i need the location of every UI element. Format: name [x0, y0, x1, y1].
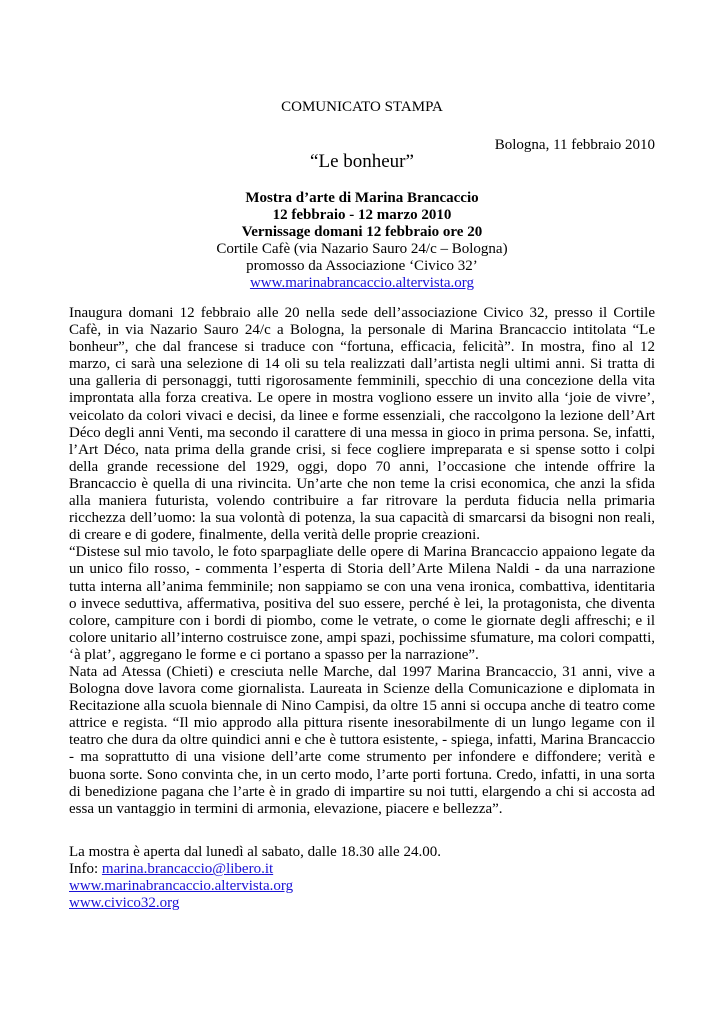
- date-line: Bologna, 11 febbraio 2010: [494, 137, 655, 153]
- contact-line: [69, 861, 655, 878]
- footer-info: [69, 844, 655, 912]
- exhibition-name: Mostra d’arte di Marina Brancaccio: [245, 190, 479, 206]
- vernissage-line: Vernissage domani 12 febbraio ore 20: [241, 224, 483, 240]
- opening-hours: La mostra è aperta dal lunedì al sabato, dalle 18.30 alle 24.00.: [69, 844, 441, 860]
- email-link[interactable]: marina.brancaccio@libero.it: [101, 861, 274, 877]
- press-release-heading: COMUNICATO STAMPA: [281, 99, 443, 115]
- body-paragraph-bio: Nata ad Atessa (Chieti) e cresciuta nelle Marche, dal 1997 Marina Brancaccio, 31 anni, vive a Bologna dove lavora come giornalista. Laureata in Scienze della Comunicazione e diplomata in Recitazione alla scuola biennale di Nino Campisi, da oltre 15 anni si occupa anche di teatro come attrice e regista. “Il mio approdo alla pittura risente inesorabilmente di un lungo legame con il teatro che dura da oltre quindici anni e che è tuttora esistente, - spiega, infatti, Marina Brancaccio - ma soprattutto di una visione dell’arte come strumento per infondere e diffondere; verità e buona sorte. Sono convinta che, in un certo modo, l’arte porti fortuna. Credo, infatti, in una sorta di benedizione pagana che l’arte è in grado di impartire su noi tutti, elargendo a chi si accosta ad essa un vantaggio in termini di armonia, elevazione, piacere e bellezza”.: [69, 663, 655, 817]
- venue-line: Cortile Cafè (via Nazario Sauro 24/c – Bologna): [216, 241, 508, 257]
- exhibition-dates: 12 febbraio - 12 marzo 2010: [272, 207, 452, 223]
- artist-website-footer-link[interactable]: www.marinabrancaccio.altervista.org: [69, 878, 294, 894]
- body-paragraph-intro: Inaugura domani 12 febbraio alle 20 nella sede dell’associazione Civico 32, presso il Cortile Cafè, in via Nazario Sauro 24/c a Bologna, la personale di Marina Brancaccio intitolata “Le bonheur”, che dal francese si traduce con “fortuna, efficacia, felicità”. In mostra, fino al 12 marzo, ci sarà una selezione di 14 oli su tela realizzati dall’artista negli ultimi anni. Si tratta di una galleria di personaggi, tutti rigorosamente femminili, specchio di una concezione della vita improntata alla forza creativa. Le opere in mostra vogliono essere un invito alla ‘joie de vivre’, veicolato da colori vivaci e decisi, da linee e forme essenziali, che raccolgono la lezione dell’Art Déco degli anni Venti, ma secondo il carattere di una messa in gioco in prima persona. Se, infatti, l’Art Déco, nata prima della grande crisi, si fece cogliere impreparata e si spense sotto i colpi della grande recessione del 1929, oggi, dopo 70 anni, l’occasione che intende offrire la Brancaccio è quella di una rivincita. Un’arte che non teme la crisi economica, che anzi la sfida alla maniera futurista, volendo contribuire a far ritrovare la perduta fiducia nella primaria ricchezza dell’uomo: la sua volontà di potenza, la sua capacità di smarcarsi da bisogni non reali, di creare e di godere, finalmente, della verità delle proprie creazioni.: [69, 305, 655, 544]
- promoter-line: promosso da Associazione ‘Civico 32’: [246, 258, 478, 274]
- info-label: Info:: [69, 861, 102, 877]
- artist-website-link[interactable]: www.marinabrancaccio.altervista.org: [249, 275, 475, 291]
- body-paragraph-quote: “Distese sul mio tavolo, le foto sparpagliate delle opere di Marina Brancaccio appaiono legate da un unico filo rosso, - commenta l’esperta di Storia dell’Arte Milena Naldi - da una narrazione tutta interna all’anima femminile; non sappiamo se con una vena ironica, combattiva, identitaria o invece seduttiva, affermativa, positiva del suo essere, perché è lei, la protagonista, che diventa colore, campiture con i bordi di piombo, come le vetrate, o come le giornate degli affreschi; e il colore unitario all’interno costruisce zone, ampi spazi, pochissime sfumature, ma colori compatti, ‘à plat’, aggregano le forme e ci portano a spasso per la narrazione”.: [69, 544, 655, 663]
- civico32-website-link[interactable]: www.civico32.org: [69, 895, 180, 911]
- press-release-body: [69, 305, 655, 818]
- exhibition-title: “Le bonheur”: [310, 151, 414, 172]
- exhibition-info: [0, 190, 724, 292]
